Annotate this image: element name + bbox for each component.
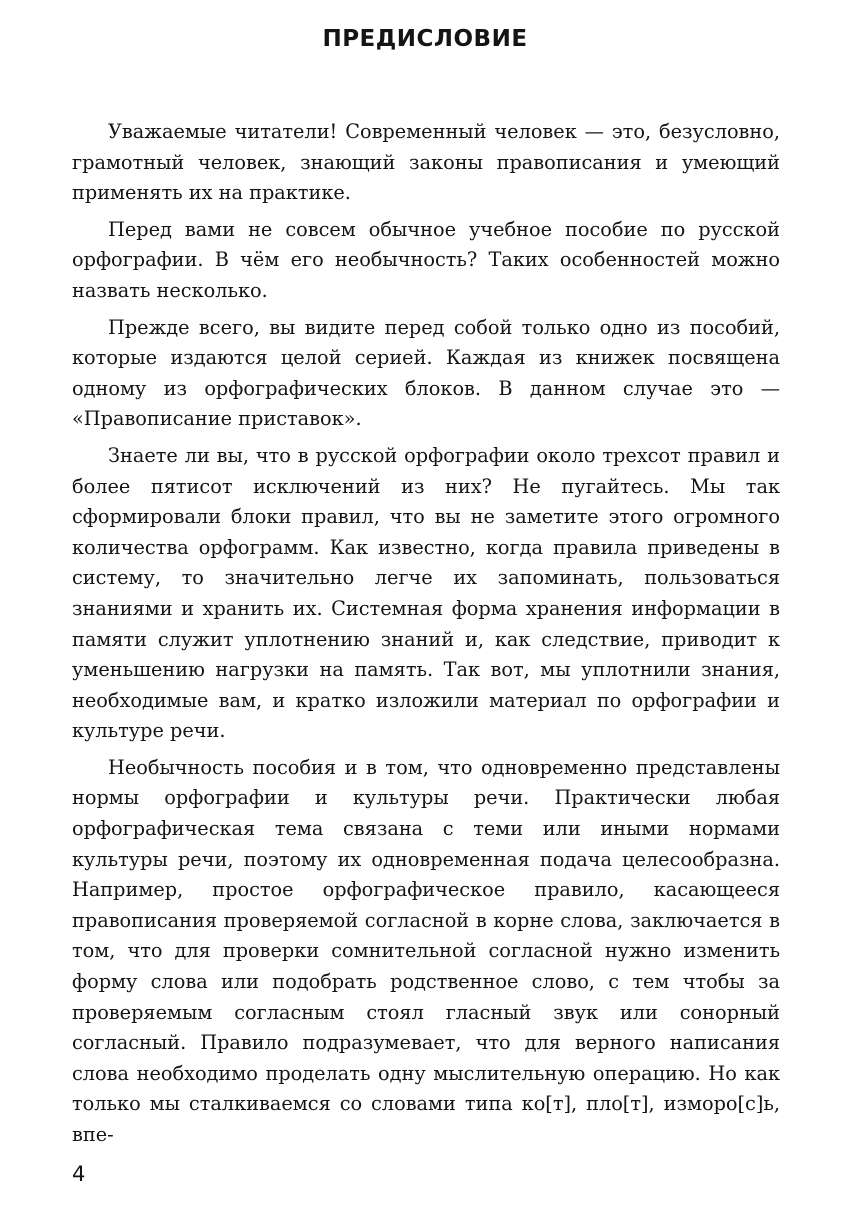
paragraph-3: Прежде всего, вы видите перед собой только одно из пособий, которые издаются целой серией. Каждая из книжек посвящена одному из орфографических блоков. В данном случае это — «Правописание приставок». [72,315,780,431]
body-text [72,117,780,1157]
paragraph-1: Уважаемые читатели! Современный человек — это, безусловно, грамотный человек, знающий законы правописания и умеющий применять их на практике. [72,120,780,205]
page-number: 4 [72,1162,86,1186]
paragraph-5: Необычность пособия и в том, что одновременно представлены нормы орфографии и культуры речи. Практически любая орфографическая тема связана с теми или иными нормами культуры речи, поэтому их одновременная подача целесообразна. Например, простое орфографическое правило, касающееся правописания проверяемой согласной в корне слова, заключается в том, что для проверки сомнительной согласной нужно изменить форму слова или подобрать родственное слово, с тем чтобы за проверяемым согласным стоял гласный звук или сонорный согласный. Правило подразумевает, что для верного написания слова необходимо проделать одну мыслительную операцию. Но как только мы сталкиваемся со словами типа ко[т], пло[т], изморо[с]ь, впе- [72,755,780,1146]
paragraph-2: Перед вами не совсем обычное учебное пособие по русской орфографии. В чём его необычность? Таких особенностей можно назвать несколько. [72,217,780,302]
page-title: ПРЕДИСЛОВИЕ [322,26,528,52]
paragraph-4: Знаете ли вы, что в русской орфографии около трехсот правил и более пятисот исключений из них? Не пугайтесь. Мы так сформировали блоки правил, что вы не заметите этого огромного количества орфограмм. Как известно, когда правила приведены в систему, то значительно легче их запоминать, пользоваться знаниями и хранить их. Системная форма хранения информации в памяти служит уплотнению знаний и, как следствие, приводит к уменьшению нагрузки на память. Так вот, мы уплотнили знания, необходимые вам, и кратко изложили материал по орфографии и культуре речи. [72,443,780,743]
